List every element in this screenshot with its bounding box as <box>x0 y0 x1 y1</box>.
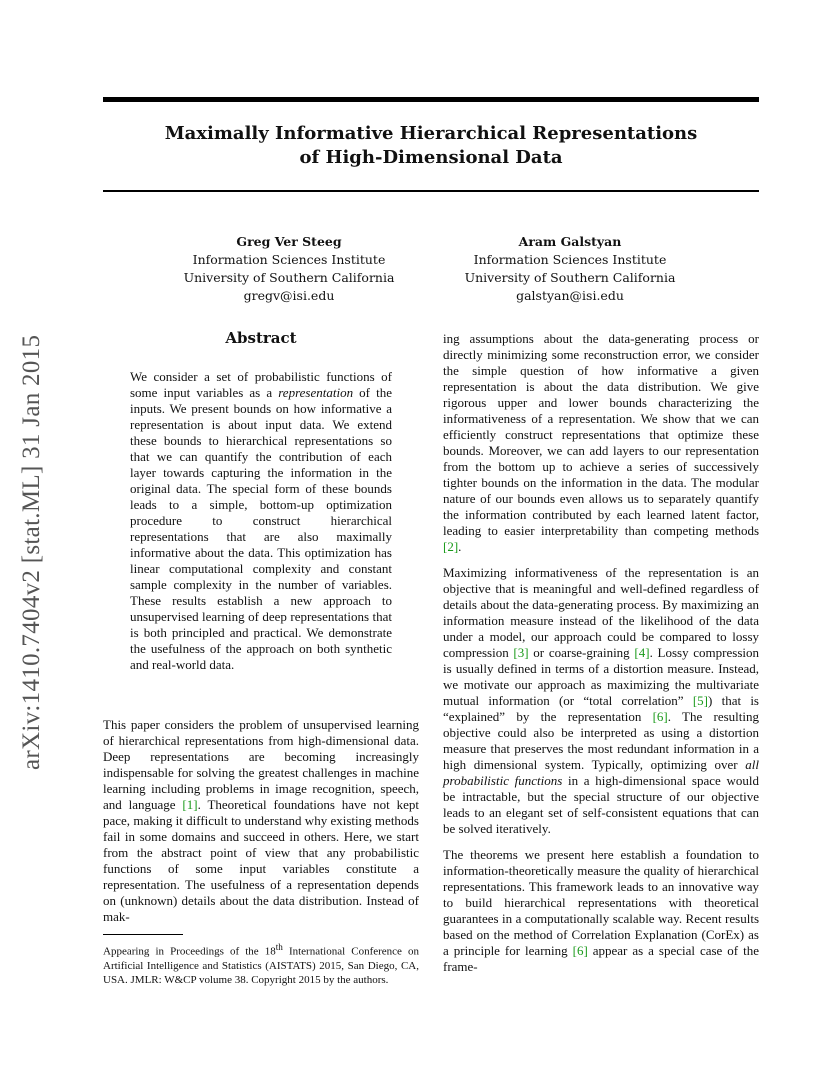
footnote-rule <box>103 934 183 935</box>
author-affiliation: Information Sciences Institute <box>473 252 667 267</box>
body-paragraph-2: Maximizing informativeness of the representation is an objective that is meaningful and well-defined regardless of details about the data-generating process. By maximizing an information measure instead of the likelihood of the data under a model, our approach could be compared to lossy compression [3] or coarse-graining [4]. Lossy compression is usually defined in terms of a distortion measure. Instead, we motivate our approach as maximizing the multivariate mutual information (or “total correlation” [5]) that is “explained” by the representation [6]. The resulting objective could also be interpreted as using a distortion measure that preserves the most redundant information in a high dimensional system. Typically, optimizing over all probabilistic functions in a high-dimensional space would be intractable, but the special structure of our objective leads to an elegant set of self-consistent equations that can be solved iteratively. <box>443 565 759 836</box>
right-column <box>443 331 759 985</box>
citation-link[interactable]: [6] <box>572 943 588 958</box>
abstract-heading: Abstract <box>225 329 297 347</box>
author-name: Greg Ver Steeg <box>236 234 342 249</box>
citation-link[interactable]: [4] <box>634 645 650 660</box>
title-line-2: of High-Dimensional Data <box>299 147 563 168</box>
author-affiliation: Information Sciences Institute <box>192 252 386 267</box>
author-university: University of Southern California <box>464 270 676 285</box>
author-email[interactable]: gregv@isi.edu <box>243 288 335 303</box>
abstract-text: We consider a set of probabilistic functions of some input variables as a representation of the inputs. We present bounds on how informative a representation is about input data. We extend these bounds to hierarchical representations so that we can quantify the contribution of each layer towards capturing the information in the original data. The special form of these bounds leads to a simple, bottom-up optimization procedure to construct hierarchical representations that are also maximally informative about the data. This optimization has linear computational complexity and constant sample complexity in the number of variables. These results establish a new approach to unsupervised learning of deep representations that is both principled and practical. We demonstrate the usefulness of the approach on both synthetic and real-world data. <box>130 369 392 672</box>
citation-link[interactable]: [3] <box>513 645 529 660</box>
introduction-paragraph: This paper considers the problem of unsupervised learning of hierarchical representations from high-dimensional data. Deep representations are becoming increasingly indispensable for solving the greatest challenges in machine learning including problems in image recognition, speech, and language [1]. Theoretical foundations have not kept pace, making it difficult to understand why existing methods fail in some domains and succeed in others. Here, we start from the abstract point of view that any probabilistic functions of some input variables constitute a representation. The usefulness of a representation depends on (unknown) details about the data distribution. Instead of mak- <box>103 717 419 924</box>
author-block-1 <box>144 233 434 305</box>
author-email[interactable]: galstyan@isi.edu <box>516 288 624 303</box>
author-university: University of Southern California <box>183 270 395 285</box>
author-block-2 <box>425 233 715 305</box>
title-top-rule <box>103 97 759 102</box>
title-bottom-rule <box>103 190 759 192</box>
citation-link[interactable]: [2] <box>443 539 459 554</box>
body-paragraph-3: The theorems we present here establish a foundation to information-theoretically measure the quality of hierarchical representations. This framework leads to an innovative way to build hierarchical representations with theoretical guarantees in a computationally scalable way. Recent results based on the method of Correlation Explanation (CorEx) as a principle for learning [6] appear as a special case of the frame- <box>443 847 759 974</box>
citation-link[interactable]: [6] <box>652 709 668 724</box>
citation-link[interactable]: [5] <box>692 693 708 708</box>
arxiv-identifier-stamp: arXiv:1410.7404v2 [stat.ML] 31 Jan 2015 <box>18 334 45 770</box>
body-paragraph-1: ing assumptions about the data-generating process or directly minimizing some reconstruction error, we consider the simple question of how informative a given representation is about the data distribution. We give rigorous upper and lower bounds characterizing the informativeness of a representation. We show that we can efficiently construct representations that optimize these bounds. Moreover, we can add layers to our representation from the bottom up to achieve a series of successively tighter bounds on the information in the data. The modular nature of our bounds even allows us to separately quantify the information contributed by each learned latent factor, leading to easier interpretability than competing methods [2]. <box>443 331 759 554</box>
paper-title <box>103 122 759 170</box>
title-line-1: Maximally Informative Hierarchical Representations <box>164 123 698 144</box>
footnote: Appearing in Proceedings of the 18th International Conference on Artificial Intelligence and Statistics (AISTATS) 2015, San Diego, CA, USA. JMLR: W&CP volume 38. Copyright 2015 by the authors. <box>103 942 419 986</box>
citation-link[interactable]: [1] <box>182 797 198 812</box>
author-name: Aram Galstyan <box>518 234 622 249</box>
